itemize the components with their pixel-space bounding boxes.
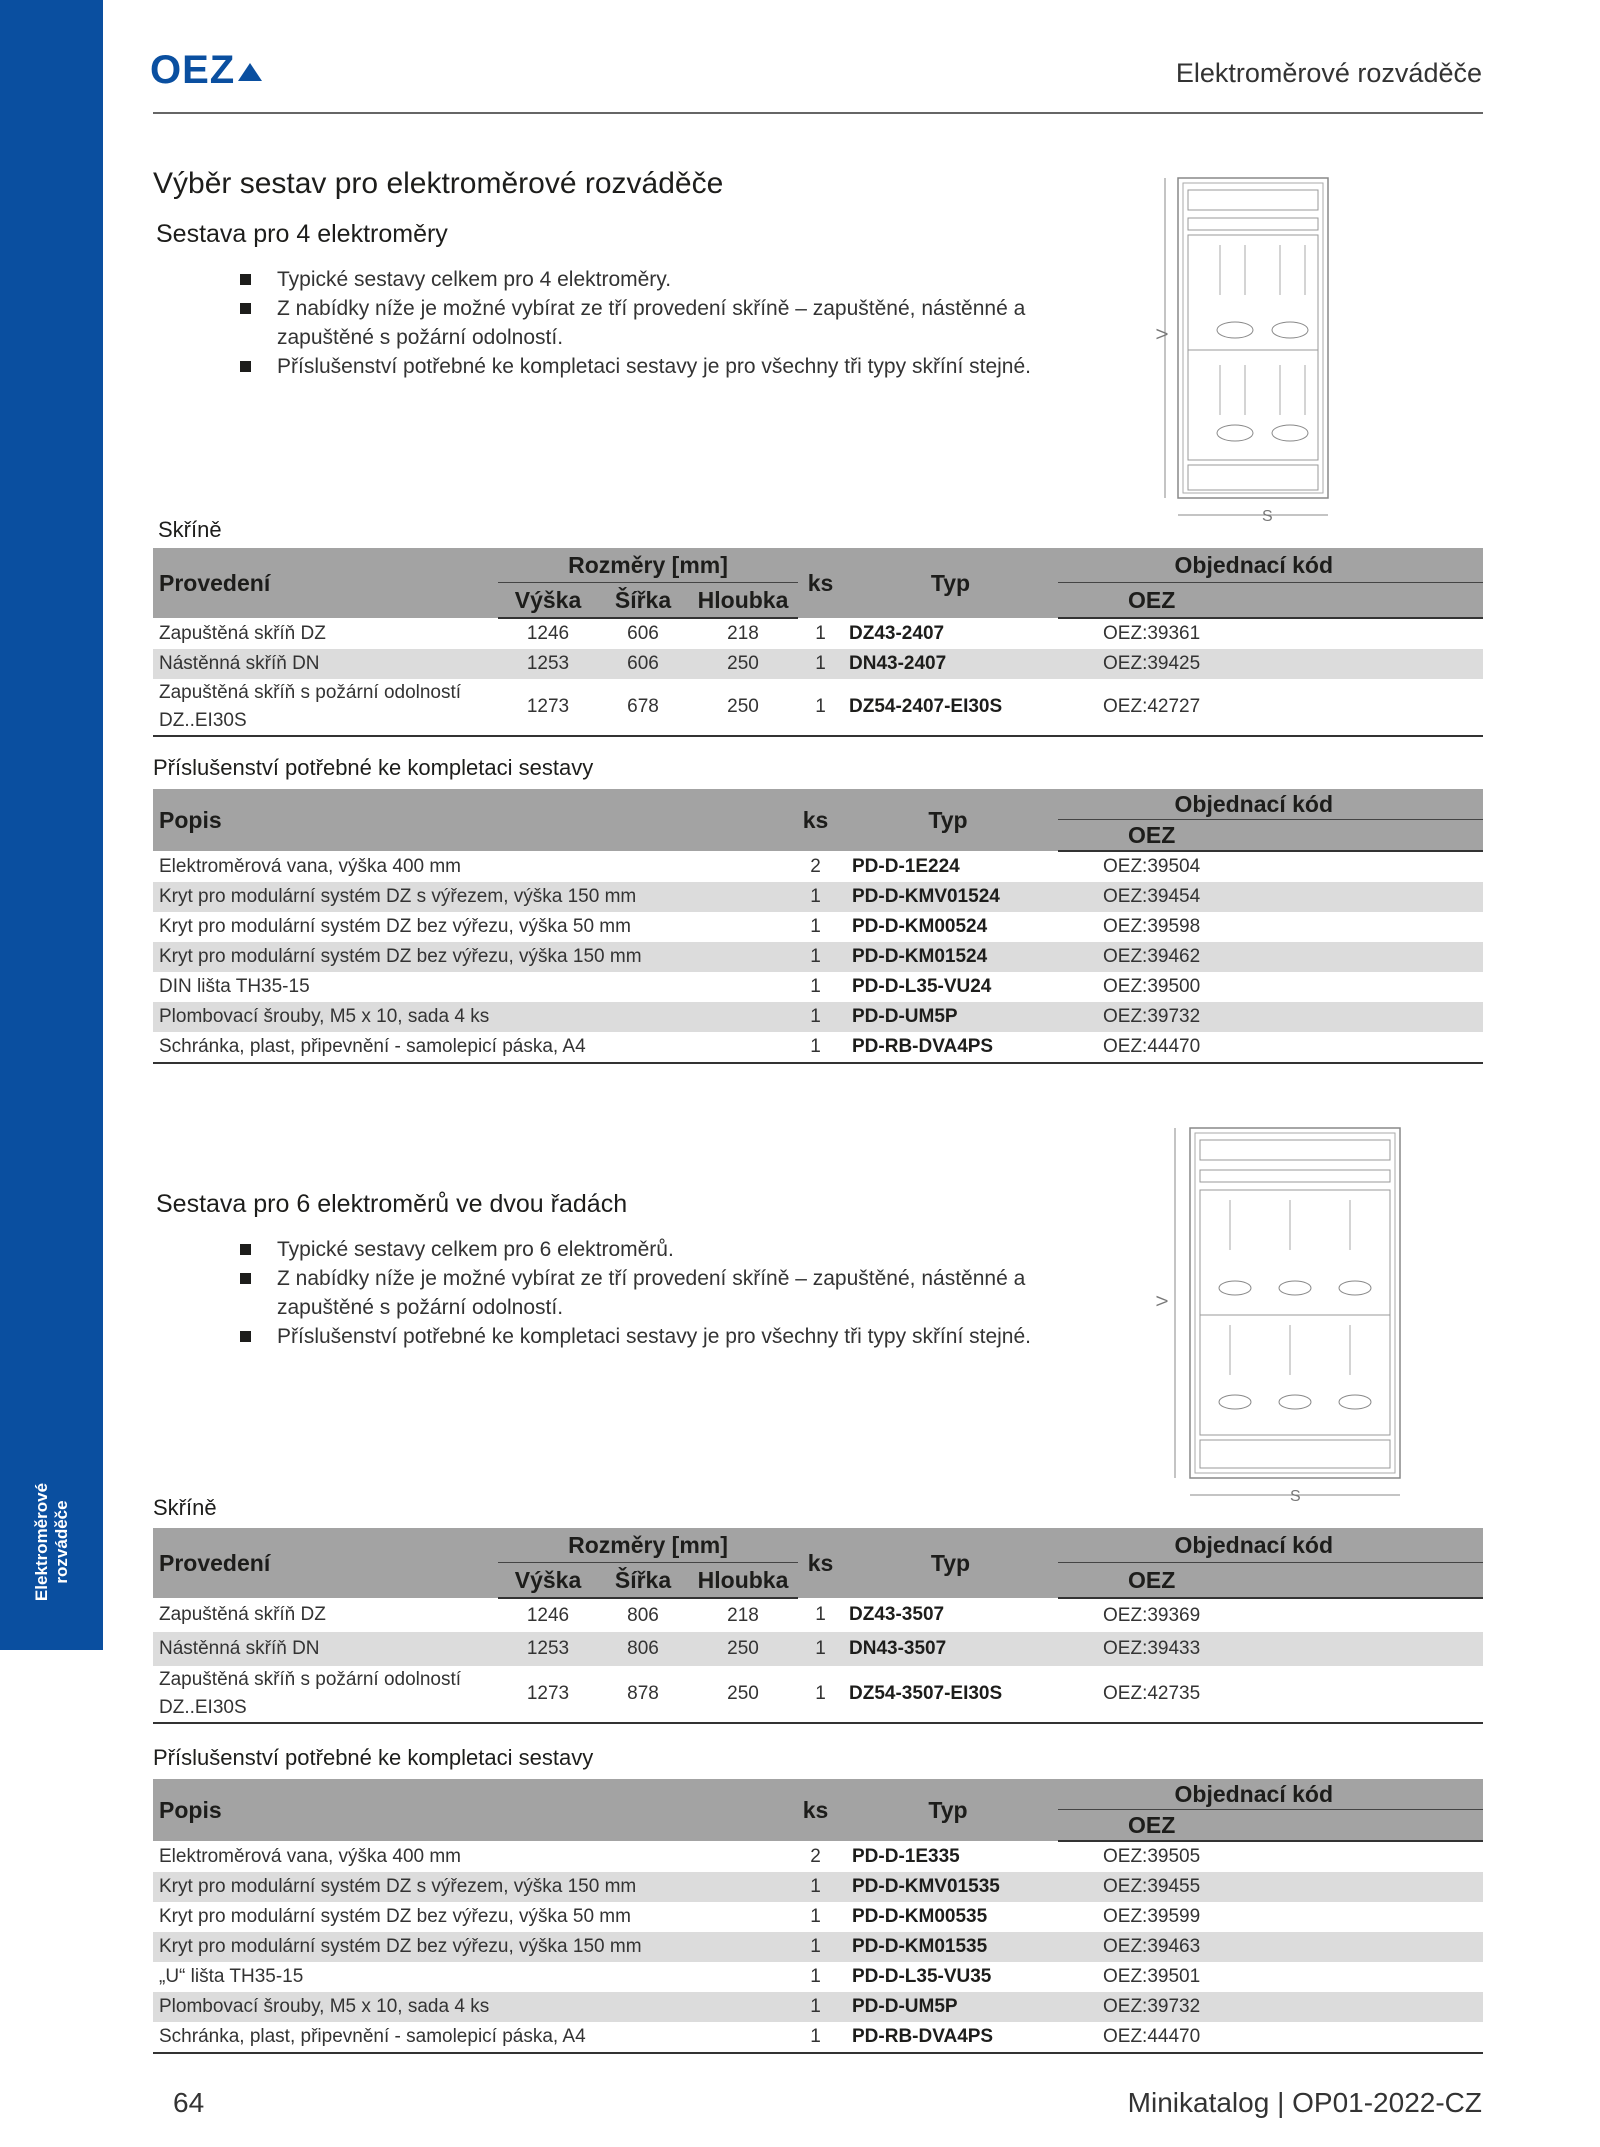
cell-ks: 1 — [793, 1032, 838, 1063]
col-header-rozmery: Rozměry [mm] — [498, 1528, 798, 1563]
col-header-ks: ks — [793, 789, 838, 851]
section1-title: Sestava pro 4 elektroměry — [156, 220, 448, 248]
cell-ks: 1 — [793, 1992, 838, 2022]
col-header-oez: OEZ — [1058, 583, 1483, 619]
cell-typ: DN43-3507 — [843, 1632, 1058, 1666]
table-row — [153, 1962, 1483, 1992]
cell-ks: 1 — [810, 1966, 821, 1987]
cell-hloubka: 218 — [727, 623, 759, 644]
col-header-objednaci: Objednací kód — [1058, 1779, 1483, 1810]
cell-popis: Plombovací šrouby, M5 x 10, sada 4 ks — [153, 1002, 793, 1032]
cell-vyska: 1253 — [498, 1632, 598, 1666]
cell-vyska: 1273 — [498, 679, 598, 736]
section1-cabinets-title: Skříně — [158, 517, 222, 542]
section2-accessories-table — [153, 1779, 1483, 2054]
col-header-provedeni: Provedení — [153, 1528, 498, 1598]
sidebar-label-line1: Elektroměrové — [32, 1482, 51, 1602]
cell-kod: OEZ:39454 — [1058, 882, 1483, 912]
cell-kod: OEZ:39598 — [1103, 916, 1201, 937]
cell-popis: Kryt pro modulární systém DZ bez výřezu, výška 50 mm — [159, 916, 631, 937]
cell-popis: Kryt pro modulární systém DZ s výřezem, výška 150 mm — [153, 882, 793, 912]
cell-kod: OEZ:39425 — [1058, 649, 1483, 679]
cell-typ: PD-RB-DVA4PS — [838, 2022, 1058, 2053]
cell-typ: PD-D-KM00535 — [852, 1906, 988, 1927]
cell-typ: PD-D-L35-VU24 — [852, 976, 992, 997]
cell-kod: OEZ:44470 — [1058, 2022, 1483, 2053]
cell-ks: 1 — [810, 976, 821, 997]
cell-ks: 2 — [810, 1845, 821, 1867]
cell-popis: „U“ lišta TH35-15 — [159, 1966, 304, 1987]
cell-provedeni-line2: DZ..EI30S — [159, 1697, 247, 1718]
cell-typ: DN43-2407 — [843, 649, 1058, 679]
cell-provedeni: Nástěnná skříň DN — [153, 649, 498, 679]
cell-ks: 2 — [810, 855, 821, 877]
table-row — [153, 1632, 1483, 1666]
drawing-label-s: S — [1262, 508, 1273, 525]
section2-bullets — [240, 1235, 1100, 1351]
cell-ks: 1 — [793, 942, 838, 972]
cell-provedeni — [153, 679, 498, 736]
page-number: 64 — [173, 2087, 205, 2118]
col-header-ks: ks — [798, 1528, 843, 1598]
cell-ks: 1 — [793, 2022, 838, 2053]
table-row — [153, 1598, 1483, 1632]
table-row — [153, 972, 1483, 1002]
cabinet-drawing-6 — [1150, 1125, 1420, 1515]
cell-kod: OEZ:39732 — [1058, 1002, 1483, 1032]
list-item: Typické sestavy celkem pro 6 elektroměrů. — [240, 1235, 1100, 1264]
section1-bullets — [240, 265, 1100, 381]
sidebar-label-line2: rozváděče — [52, 1500, 71, 1584]
cell-provedeni: Zapuštěná skříň DZ — [159, 1604, 326, 1625]
col-header-oez: OEZ — [1058, 1810, 1483, 1842]
drawing-label-v: V — [1154, 328, 1172, 340]
oez-logo — [150, 48, 262, 92]
cell-provedeni: Nástěnná skříň DN — [153, 1632, 498, 1666]
table-row — [153, 1902, 1483, 1932]
cabinet-drawing-4 — [1155, 175, 1355, 535]
cell-typ: PD-RB-DVA4PS — [838, 1032, 1058, 1063]
table-row — [153, 1932, 1483, 1962]
cell-hloubka: 250 — [688, 1632, 798, 1666]
col-header-objednaci: Objednací kód — [1058, 1528, 1483, 1563]
col-header-popis: Popis — [153, 1779, 793, 1841]
page-title: Výběr sestav pro elektroměrové rozváděče — [153, 167, 724, 200]
cell-ks: 1 — [793, 1002, 838, 1032]
cell-ks: 1 — [798, 649, 843, 679]
col-header-rozmery: Rozměry [mm] — [498, 548, 798, 583]
cell-kod: OEZ:39369 — [1103, 1604, 1201, 1626]
cell-ks: 1 — [798, 679, 843, 736]
col-header-sirka: Šířka — [598, 1563, 688, 1599]
list-item: Příslušenství potřebné ke kompletaci sestavy je pro všechny tři typy skříní stejné. — [240, 352, 1100, 381]
cell-kod: OEZ:39500 — [1103, 976, 1201, 997]
cell-typ: PD-D-UM5P — [838, 1002, 1058, 1032]
table-row — [153, 1032, 1483, 1063]
cell-kod: OEZ:39455 — [1058, 1872, 1483, 1902]
header-divider — [153, 112, 1483, 114]
cell-kod: OEZ:39501 — [1103, 1966, 1201, 1987]
section1-accessories-table — [153, 789, 1483, 1064]
cell-vyska: 1246 — [526, 1604, 570, 1626]
list-item: Příslušenství potřebné ke kompletaci sestavy je pro všechny tři typy skříní stejné. — [240, 1322, 1100, 1351]
cell-typ: PD-D-1E224 — [852, 855, 960, 877]
cell-kod: OEZ:39504 — [1103, 856, 1201, 877]
table-row — [153, 679, 1483, 736]
table-row — [153, 1872, 1483, 1902]
cell-popis: DIN lišta TH35-15 — [159, 976, 310, 997]
cell-hloubka: 218 — [727, 1604, 759, 1626]
cell-kod: OEZ:39463 — [1058, 1932, 1483, 1962]
cell-sirka: 606 — [598, 649, 688, 679]
col-header-typ: Typ — [843, 548, 1058, 618]
col-header-hloubka: Hloubka — [688, 583, 798, 619]
cell-vyska: 1273 — [498, 1666, 598, 1723]
cell-ks: 1 — [810, 916, 821, 937]
cell-kod: OEZ:39732 — [1058, 1992, 1483, 2022]
list-item: Typické sestavy celkem pro 4 elektroměry. — [240, 265, 1100, 294]
cell-popis: Schránka, plast, připevnění - samolepicí páska, A4 — [153, 2022, 793, 2053]
col-header-oez: OEZ — [1058, 820, 1483, 852]
cell-typ: DZ54-2407-EI30S — [843, 679, 1058, 736]
section1-accessories-title: Příslušenství potřebné ke kompletaci sestavy — [153, 755, 594, 780]
cell-popis: Schránka, plast, připevnění - samolepicí páska, A4 — [153, 1032, 793, 1063]
cell-sirka: 878 — [598, 1666, 688, 1723]
cell-typ: PD-D-KM01524 — [838, 942, 1058, 972]
col-header-typ: Typ — [838, 1779, 1058, 1841]
table-row — [153, 882, 1483, 912]
cell-typ: PD-D-UM5P — [838, 1992, 1058, 2022]
cell-provedeni-line1: Zapuštěná skříň s požární odolností — [159, 1669, 462, 1690]
cell-ks: 1 — [815, 1604, 826, 1625]
cell-sirka: 806 — [627, 1604, 659, 1626]
col-header-typ: Typ — [843, 1528, 1058, 1598]
col-header-popis: Popis — [153, 789, 793, 851]
cell-vyska: 1246 — [526, 623, 570, 644]
col-header-typ: Typ — [838, 789, 1058, 851]
cell-ks: 1 — [793, 882, 838, 912]
cell-hloubka: 250 — [688, 649, 798, 679]
col-header-vyska: Výška — [498, 583, 598, 619]
cell-typ: PD-D-KM01535 — [838, 1932, 1058, 1962]
list-item: Z nabídky níže je možné vybírat ze tří provedení skříně – zapuštěné, nástěnné a zapuštěné s požární odolností. — [240, 1264, 1100, 1322]
cell-kod: OEZ:39361 — [1103, 623, 1201, 644]
section2-title: Sestava pro 6 elektroměrů ve dvou řadách — [156, 1190, 628, 1218]
drawing-label-v: V — [1154, 1295, 1172, 1307]
table-row — [153, 851, 1483, 882]
cell-popis: Kryt pro modulární systém DZ s výřezem, výška 150 mm — [153, 1872, 793, 1902]
col-header-vyska: Výška — [498, 1563, 598, 1599]
table-row — [153, 1841, 1483, 1872]
cell-typ: DZ43-3507 — [849, 1604, 945, 1625]
table-row — [153, 1992, 1483, 2022]
cell-typ: PD-D-1E335 — [852, 1845, 960, 1867]
cell-popis: Elektroměrová vana, výška 400 mm — [159, 1845, 462, 1867]
cell-hloubka: 250 — [688, 679, 798, 736]
cell-sirka: 606 — [627, 623, 659, 644]
cell-ks: 1 — [798, 1632, 843, 1666]
cell-typ: PD-D-KM00524 — [852, 916, 988, 937]
cell-popis: Kryt pro modulární systém DZ bez výřezu, výška 150 mm — [153, 1932, 793, 1962]
section1-cabinets-table — [153, 548, 1483, 737]
cell-popis: Kryt pro modulární systém DZ bez výřezu, výška 150 mm — [153, 942, 793, 972]
sidebar-label — [2, 1462, 102, 1622]
list-item: Z nabídky níže je možné vybírat ze tří provedení skříně – zapuštěné, nástěnné a zapuštěné s požární odolností. — [240, 294, 1100, 352]
col-header-sirka: Šířka — [598, 583, 688, 619]
cell-kod: OEZ:39462 — [1058, 942, 1483, 972]
col-header-provedeni: Provedení — [153, 548, 498, 618]
cell-ks: 1 — [810, 1906, 821, 1927]
cell-sirka: 678 — [598, 679, 688, 736]
table-row — [153, 2022, 1483, 2053]
cell-provedeni — [153, 1666, 498, 1723]
cell-kod: OEZ:39599 — [1103, 1906, 1201, 1927]
cell-popis: Kryt pro modulární systém DZ bez výřezu, výška 50 mm — [159, 1906, 631, 1927]
cell-ks: 1 — [793, 1932, 838, 1962]
col-header-objednaci: Objednací kód — [1058, 548, 1483, 583]
col-header-hloubka: Hloubka — [688, 1563, 798, 1599]
cell-kod: OEZ:44470 — [1058, 1032, 1483, 1063]
drawing-label-s: S — [1290, 1488, 1301, 1505]
cell-kod: OEZ:39505 — [1103, 1846, 1201, 1867]
cell-ks: 1 — [798, 1666, 843, 1723]
table-row — [153, 1002, 1483, 1032]
cell-typ: PD-D-L35-VU35 — [852, 1966, 992, 1987]
cell-popis: Elektroměrová vana, výška 400 mm — [159, 855, 462, 877]
cell-kod: OEZ:39433 — [1058, 1632, 1483, 1666]
cell-kod: OEZ:42735 — [1058, 1666, 1483, 1723]
col-header-oez: OEZ — [1058, 1563, 1483, 1599]
cell-hloubka: 250 — [688, 1666, 798, 1723]
cell-provedeni-line1: Zapuštěná skříň s požární odolností — [159, 682, 462, 703]
sidebar-band — [0, 0, 103, 1650]
cell-kod: OEZ:42727 — [1058, 679, 1483, 736]
table-row — [153, 649, 1483, 679]
cell-typ: PD-D-KMV01535 — [838, 1872, 1058, 1902]
col-header-objednaci: Objednací kód — [1058, 789, 1483, 820]
cell-popis: Plombovací šrouby, M5 x 10, sada 4 ks — [153, 1992, 793, 2022]
table-row — [153, 942, 1483, 972]
header-title: Elektroměrové rozváděče — [1175, 58, 1482, 88]
footer-catalog: Minikatalog | OP01-2022-CZ — [1127, 2087, 1482, 2118]
cell-vyska: 1253 — [498, 649, 598, 679]
logo-text: OEZ — [150, 48, 236, 92]
cell-provedeni-line2: DZ..EI30S — [159, 710, 247, 731]
table-row — [153, 912, 1483, 942]
section2-cabinets-title: Skříně — [153, 1495, 217, 1520]
cell-typ: DZ43-2407 — [849, 622, 945, 644]
cell-typ: DZ54-3507-EI30S — [843, 1666, 1058, 1723]
logo-triangle-icon — [238, 63, 262, 81]
section2-cabinets-table — [153, 1528, 1483, 1724]
cell-typ: PD-D-KMV01524 — [838, 882, 1058, 912]
cell-provedeni: Zapuštěná skříň DZ — [159, 622, 326, 644]
col-header-ks: ks — [798, 548, 843, 618]
col-header-ks: ks — [793, 1779, 838, 1841]
cell-sirka: 806 — [598, 1632, 688, 1666]
table-row — [153, 1666, 1483, 1723]
table-row — [153, 618, 1483, 649]
cell-ks: 1 — [815, 622, 826, 644]
section2-accessories-title: Příslušenství potřebné ke kompletaci sestavy — [153, 1745, 594, 1770]
cell-ks: 1 — [793, 1872, 838, 1902]
